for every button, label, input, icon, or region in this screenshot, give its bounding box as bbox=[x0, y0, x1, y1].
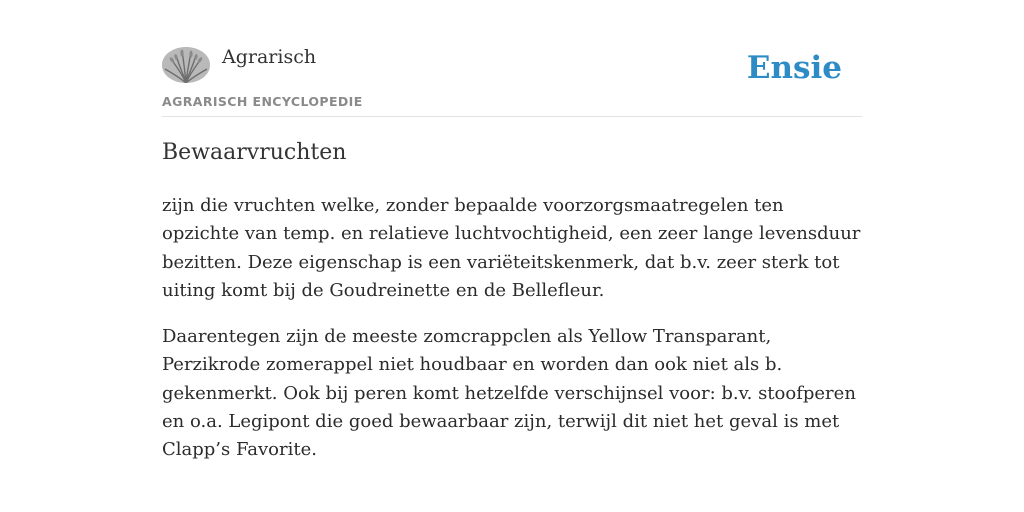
brand-logo-link[interactable]: Ensie bbox=[746, 50, 842, 86]
site-header bbox=[162, 0, 862, 117]
article-body bbox=[162, 192, 862, 483]
article-paragraph: Daarentegen zijn de meeste zomcrappclen als Yellow Transparant, Perzikrode zomerappel niet houdbaar en worden dan ook niet als b. gekenmerkt. Ook bij peren komt hetzelfde verschijnsel voor: b.v. stoofperen en o.a. Legipont die goed bewaarbaar zijn, terwijl dit niet het geval is met Clapp’s Favorite. bbox=[162, 326, 856, 461]
site-name[interactable]: Agrarisch bbox=[222, 46, 317, 68]
article-paragraph: zijn die vruchten welke, zonder bepaalde voorzorgsmaatregelen ten opzichte van temp. en relatieve luchtvochtigheid, een zeer lange levensduur bezitten. Deze eigenschap is een variëteitskenmerk, dat b.v. zeer sterk tot uiting komt bij de Goudreinette en de Bellefleur. bbox=[162, 195, 861, 301]
article-title: Bewaarvruchten bbox=[162, 140, 347, 165]
wheat-photo-icon[interactable] bbox=[162, 47, 210, 83]
site-subtitle: AGRARISCH ENCYCLOPEDIE bbox=[162, 94, 363, 109]
page-container bbox=[162, 0, 862, 461]
